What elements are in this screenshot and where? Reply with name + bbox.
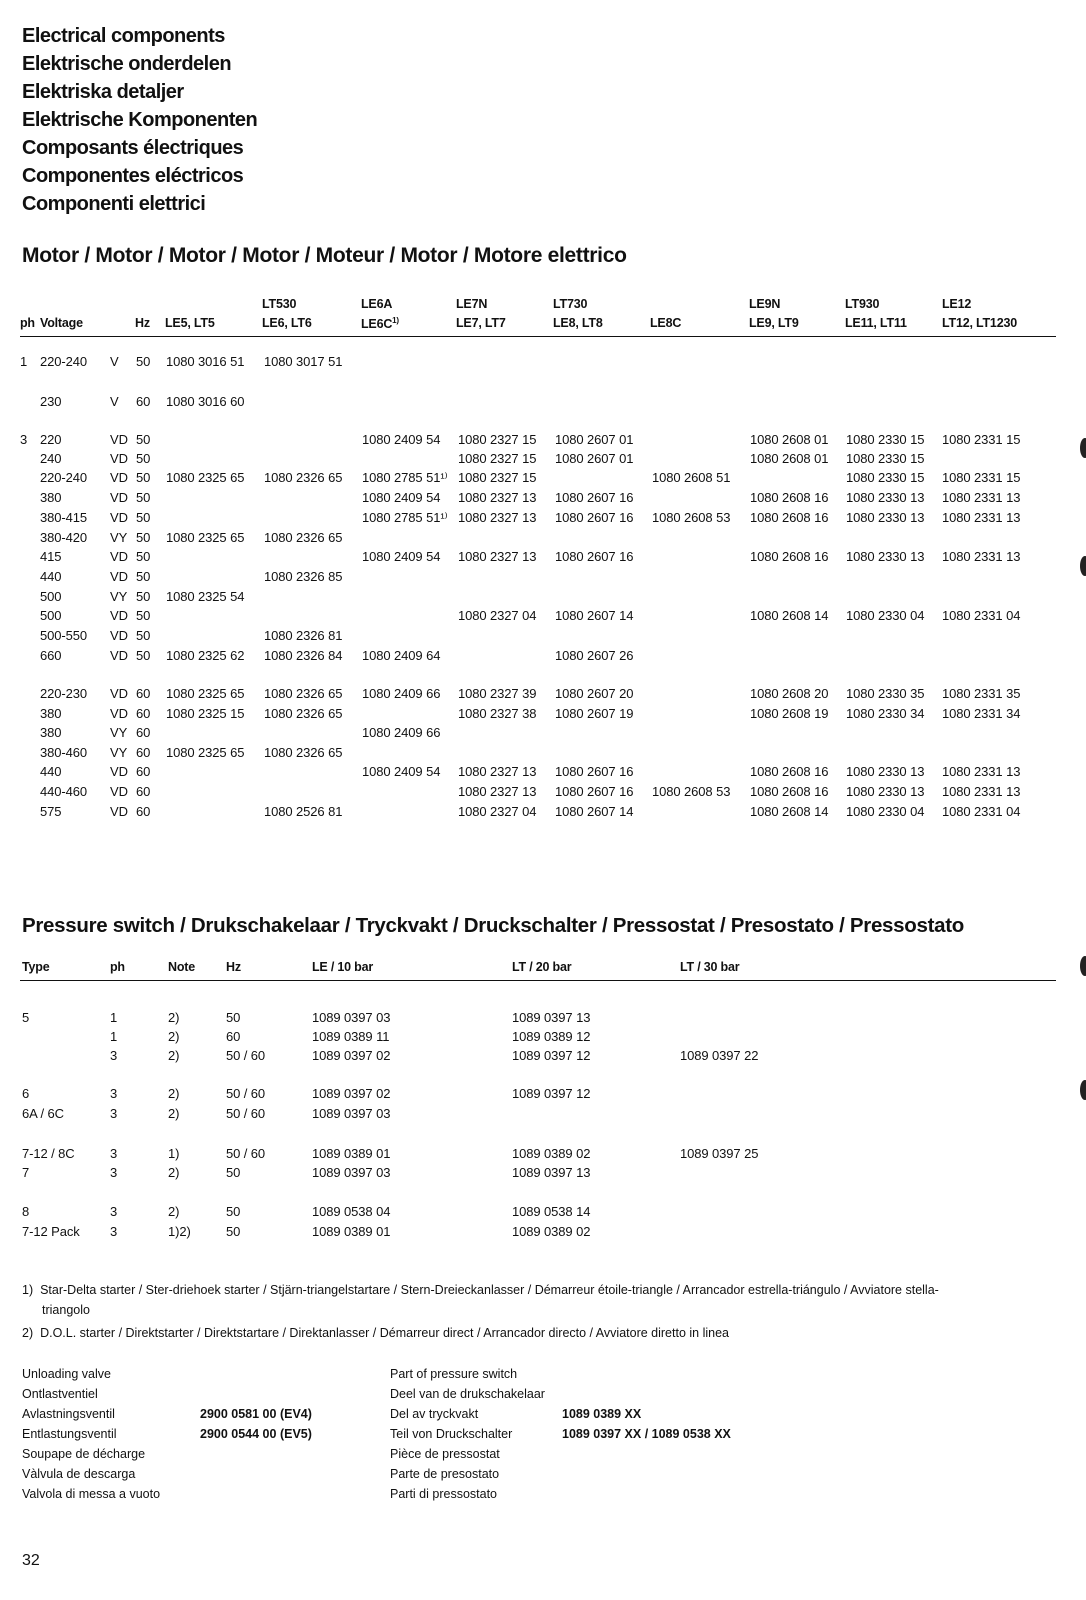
motor-cell: 440 — [40, 764, 62, 779]
motor-cell: 1080 2325 15 — [166, 706, 245, 721]
motor-cell: VD — [110, 451, 128, 466]
motor-cell: 500 — [40, 589, 62, 604]
motor-cell: VD — [110, 549, 128, 564]
motor-cell: 1080 2607 16 — [555, 510, 634, 525]
unloading-label: Entlastungsventil — [22, 1427, 117, 1441]
pressure-cell: 1089 0389 01 — [312, 1146, 391, 1161]
pressure-cell: 1089 0389 12 — [512, 1029, 591, 1044]
pressure-cell: 1089 0389 02 — [512, 1224, 591, 1239]
pressure-cell: 50 — [226, 1224, 241, 1239]
pressure-cell: 3 — [110, 1086, 118, 1101]
motor-cell: VY — [110, 745, 128, 760]
pressure-cell: 2) — [168, 1086, 180, 1101]
motor-cell: 1080 3016 51 — [166, 354, 245, 369]
header-c5-line1: LT730 — [553, 297, 588, 311]
motor-cell: 50 — [136, 549, 151, 564]
motor-cell: 1080 2607 16 — [555, 764, 634, 779]
motor-cell: 1080 2330 13 — [846, 764, 925, 779]
motor-cell: 1080 2326 65 — [264, 706, 343, 721]
motor-cell: 1080 2409 54 — [362, 549, 441, 564]
motor-cell: V — [110, 354, 119, 369]
motor-cell: 50 — [136, 510, 151, 525]
motor-header-rule — [20, 336, 1056, 337]
motor-cell: 1080 2608 16 — [750, 784, 829, 799]
motor-cell: 1080 2785 51¹⁾ — [362, 470, 448, 485]
motor-cell: 1080 2326 65 — [264, 745, 343, 760]
pressure-cell: 1089 0397 12 — [512, 1086, 591, 1101]
pressure-cell: 1) — [168, 1146, 180, 1161]
motor-cell: 1080 2327 13 — [458, 510, 537, 525]
header-c2-line2: LE6, LT6 — [262, 316, 312, 330]
motor-cell: 1080 2330 15 — [846, 451, 925, 466]
motor-cell: 1080 2526 81 — [264, 804, 343, 819]
pressure-cell: 3 — [110, 1106, 118, 1121]
motor-cell: 1080 2327 04 — [458, 608, 537, 623]
motor-cell: 60 — [136, 784, 151, 799]
motor-cell: 1080 2607 14 — [555, 804, 634, 819]
header-c6-line2: LE8C — [650, 316, 682, 330]
motor-cell: 1080 2325 65 — [166, 745, 245, 760]
motor-cell: 440 — [40, 569, 62, 584]
motor-cell: 500 — [40, 608, 62, 623]
part-of-label: Teil von Druckschalter — [390, 1427, 513, 1441]
motor-cell: VD — [110, 608, 128, 623]
pressure-cell: 2) — [168, 1010, 180, 1025]
pressure-cell: 1089 0397 03 — [312, 1165, 391, 1180]
motor-cell: 1080 2331 34 — [942, 706, 1021, 721]
motor-cell: 1080 3016 60 — [166, 394, 245, 409]
motor-cell: 1080 3017 51 — [264, 354, 343, 369]
pressure-cell: 5 — [22, 1010, 30, 1025]
title-de: Elektrische Komponenten — [22, 109, 258, 131]
motor-cell: 60 — [136, 686, 151, 701]
motor-cell: 1080 2331 15 — [942, 470, 1021, 485]
motor-cell: 1080 2330 35 — [846, 686, 925, 701]
title-es: Componentes eléctricos — [22, 165, 244, 187]
motor-cell: 500-550 — [40, 628, 88, 643]
motor-cell: 1080 2326 65 — [264, 530, 343, 545]
page-number: 32 — [22, 1552, 40, 1569]
pressure-cell: 50 / 60 — [226, 1048, 266, 1063]
motor-cell: 1080 2608 16 — [750, 510, 829, 525]
motor-cell: 50 — [136, 589, 151, 604]
motor-cell: 1080 2325 65 — [166, 530, 245, 545]
motor-cell: 50 — [136, 569, 151, 584]
motor-cell: 50 — [136, 354, 151, 369]
unloading-code-ev5: 2900 0544 00 (EV5) — [200, 1427, 312, 1441]
pressure-cell: 7-12 / 8C — [22, 1146, 75, 1161]
pressure-cell: 3 — [110, 1048, 118, 1063]
motor-cell: 1080 2330 15 — [846, 432, 925, 447]
pressure-header-cell: LE / 10 bar — [312, 960, 374, 974]
pressure-cell: 50 / 60 — [226, 1146, 266, 1161]
part-of-label: Del av tryckvakt — [390, 1407, 479, 1421]
motor-cell: 1080 2785 51¹⁾ — [362, 510, 448, 525]
unloading-label: Soupape de décharge — [22, 1447, 146, 1461]
motor-cell: 1080 2608 01 — [750, 432, 829, 447]
scan-edge-mark — [1080, 956, 1086, 976]
motor-cell: 1080 2331 04 — [942, 804, 1021, 819]
motor-cell: 1080 2330 04 — [846, 804, 925, 819]
scan-edge-mark — [1080, 1080, 1086, 1100]
motor-cell: 1080 2327 13 — [458, 490, 537, 505]
unloading-label: Ontlastventiel — [22, 1387, 98, 1401]
motor-cell: 1080 2331 15 — [942, 432, 1021, 447]
pressure-cell: 1089 0397 12 — [512, 1048, 591, 1063]
header-c8-line1: LT930 — [845, 297, 880, 311]
motor-cell: VD — [110, 784, 128, 799]
motor-cell: 1080 2330 34 — [846, 706, 925, 721]
motor-cell: VD — [110, 804, 128, 819]
motor-cell: 50 — [136, 608, 151, 623]
footnote-1-cont: triangolo — [42, 1303, 90, 1317]
motor-cell: 380-420 — [40, 530, 88, 545]
motor-section-title: Motor / Motor / Motor / Motor / Moteur / Motor / Motore elettrico — [22, 244, 627, 267]
header-c4-line1: LE7N — [456, 297, 488, 311]
pressure-section-title: Pressure switch / Drukschakelaar / Tryckvakt / Druckschalter / Pressostat / Presostato / Pressostato — [22, 914, 964, 937]
motor-cell: 60 — [136, 394, 151, 409]
motor-cell: 1080 2409 64 — [362, 648, 441, 663]
motor-cell: 1080 2331 13 — [942, 784, 1021, 799]
motor-cell: 1080 2409 54 — [362, 764, 441, 779]
title-sv: Elektriska detaljer — [22, 81, 184, 103]
motor-cell: 1080 2607 01 — [555, 451, 634, 466]
pressure-cell: 1089 0389 01 — [312, 1224, 391, 1239]
motor-cell: 1080 2607 16 — [555, 784, 634, 799]
motor-cell: 1080 2327 39 — [458, 686, 537, 701]
motor-cell: 230 — [40, 394, 62, 409]
title-nl: Elektrische onderdelen — [22, 53, 232, 75]
unloading-label: Avlastningsventil — [22, 1407, 115, 1421]
motor-cell: 1080 2331 35 — [942, 686, 1021, 701]
motor-cell: 1080 2325 62 — [166, 648, 245, 663]
motor-cell: 1080 2607 14 — [555, 608, 634, 623]
footnote-2: 2) D.O.L. starter / Direktstarter / Direktstartare / Direktanlasser / Démarreur direct / Arrancador directo / Avviatore diretto in linea — [22, 1326, 729, 1340]
pressure-cell: 50 — [226, 1204, 241, 1219]
motor-cell: 1080 2330 15 — [846, 470, 925, 485]
motor-cell: 1080 2331 13 — [942, 764, 1021, 779]
header-c3-line1: LE6A — [361, 297, 393, 311]
motor-cell: VD — [110, 764, 128, 779]
pressure-cell: 1)2) — [168, 1224, 191, 1239]
title-en: Electrical components — [22, 25, 225, 47]
motor-cell: 50 — [136, 470, 151, 485]
part-of-code-2: 1089 0397 XX / 1089 0538 XX — [562, 1427, 731, 1441]
motor-cell: 1080 2607 16 — [555, 490, 634, 505]
motor-cell: 1080 2608 53 — [652, 510, 731, 525]
motor-cell: VY — [110, 530, 128, 545]
pressure-cell: 50 — [226, 1165, 241, 1180]
pressure-cell: 1089 0397 13 — [512, 1010, 591, 1025]
pressure-cell: 1089 0389 02 — [512, 1146, 591, 1161]
motor-cell: 50 — [136, 648, 151, 663]
pressure-cell: 1 — [110, 1010, 118, 1025]
motor-cell: 1080 2330 13 — [846, 490, 925, 505]
unloading-valve-labels — [22, 1364, 160, 1504]
motor-cell: 60 — [136, 804, 151, 819]
motor-cell: 60 — [136, 725, 151, 740]
motor-cell: 50 — [136, 451, 151, 466]
motor-cell: 380-460 — [40, 745, 88, 760]
pressure-cell: 2) — [168, 1106, 180, 1121]
scan-edge-mark — [1080, 438, 1086, 458]
unloading-valve-codes — [200, 1404, 312, 1444]
motor-cell: 1080 2607 20 — [555, 686, 634, 701]
pressure-cell: 3 — [110, 1146, 118, 1161]
motor-cell: 1080 2608 16 — [750, 764, 829, 779]
motor-cell: 1080 2327 13 — [458, 764, 537, 779]
pressure-cell: 2) — [168, 1165, 180, 1180]
pressure-cell: 1089 0397 02 — [312, 1048, 391, 1063]
pressure-header-cell: Type — [22, 960, 50, 974]
pressure-header-rule — [20, 980, 1056, 981]
header-c9-line2: LT12, LT1230 — [942, 316, 1017, 330]
pressure-cell: 1089 0397 03 — [312, 1010, 391, 1025]
motor-cell: 1080 2325 65 — [166, 470, 245, 485]
part-of-label: Pièce de pressostat — [390, 1447, 500, 1461]
pressure-cell: 50 / 60 — [226, 1106, 266, 1121]
pressure-cell: 50 / 60 — [226, 1086, 266, 1101]
motor-cell: VD — [110, 510, 128, 525]
motor-cell: 1080 2327 15 — [458, 470, 537, 485]
motor-cell: 1080 2327 04 — [458, 804, 537, 819]
pressure-cell: 3 — [110, 1165, 118, 1180]
pressure-header-cell: Hz — [226, 960, 241, 974]
header-hz: Hz — [135, 316, 150, 330]
scan-edge-mark — [1080, 556, 1086, 576]
header-c4-line2: LE7, LT7 — [456, 316, 506, 330]
motor-cell: 1080 2607 19 — [555, 706, 634, 721]
motor-cell: VD — [110, 628, 128, 643]
motor-cell: 1080 2608 51 — [652, 470, 731, 485]
unloading-label: Vàlvula de descarga — [22, 1467, 136, 1481]
pressure-cell: 3 — [110, 1204, 118, 1219]
pressure-cell: 6 — [22, 1086, 30, 1101]
motor-cell: VD — [110, 432, 128, 447]
motor-cell: VD — [110, 470, 128, 485]
part-of-label: Deel van de drukschakelaar — [390, 1387, 545, 1401]
motor-cell: 1080 2608 20 — [750, 686, 829, 701]
part-of-codes — [562, 1404, 731, 1444]
unloading-label: Valvola di messa a vuoto — [22, 1487, 161, 1501]
motor-cell: 1080 2607 26 — [555, 648, 634, 663]
part-of-pressure-switch-labels — [390, 1364, 545, 1504]
motor-cell: 220 — [40, 432, 62, 447]
motor-cell: 1080 2331 13 — [942, 490, 1021, 505]
motor-cell: 1080 2409 54 — [362, 490, 441, 505]
pressure-header-cell: ph — [110, 960, 125, 974]
motor-cell: 575 — [40, 804, 62, 819]
motor-cell: 1080 2607 01 — [555, 432, 634, 447]
motor-cell: 1080 2327 13 — [458, 549, 537, 564]
pressure-cell: 8 — [22, 1204, 30, 1219]
motor-cell: 60 — [136, 764, 151, 779]
pressure-cell: 1089 0397 25 — [680, 1146, 759, 1161]
header-ph: ph — [20, 316, 35, 330]
header-c2-line1: LT530 — [262, 297, 297, 311]
pressure-cell: 50 — [226, 1010, 241, 1025]
motor-cell: 1080 2331 13 — [942, 549, 1021, 564]
pressure-cell: 1089 0397 22 — [680, 1048, 759, 1063]
pressure-header-cell: LT / 30 bar — [680, 960, 740, 974]
pressure-cell: 7 — [22, 1165, 30, 1180]
motor-cell: 1080 2409 54 — [362, 432, 441, 447]
motor-cell: 1080 2608 53 — [652, 784, 731, 799]
motor-cell: 50 — [136, 628, 151, 643]
pressure-cell: 2) — [168, 1204, 180, 1219]
header-c8-line2: LE11, LT11 — [845, 316, 907, 330]
motor-cell: 1080 2326 84 — [264, 648, 343, 663]
motor-cell: 1080 2608 16 — [750, 549, 829, 564]
motor-cell: 1080 2608 14 — [750, 608, 829, 623]
motor-cell: 1080 2326 65 — [264, 686, 343, 701]
title-block — [22, 22, 257, 218]
footnote-1: 1) Star-Delta starter / Ster-driehoek starter / Stjärn-triangelstartare / Stern-Dreieckanlasser / Démarreur étoile-triangle / Arrancador estrella-triángulo / Avviatore stella- — [22, 1283, 939, 1297]
motor-cell: 1080 2325 54 — [166, 589, 245, 604]
motor-cell: 415 — [40, 549, 62, 564]
motor-cell: 1080 2608 14 — [750, 804, 829, 819]
motor-cell: VY — [110, 589, 128, 604]
motor-cell: 380 — [40, 706, 62, 721]
motor-cell: 1080 2608 01 — [750, 451, 829, 466]
part-of-label: Part of pressure switch — [390, 1367, 518, 1381]
motor-cell: 50 — [136, 530, 151, 545]
motor-cell: 1080 2325 65 — [166, 686, 245, 701]
motor-cell: 220-230 — [40, 686, 88, 701]
motor-cell: VY — [110, 725, 128, 740]
header-c7-line1: LE9N — [749, 297, 781, 311]
header-c1-line2: LE5, LT5 — [165, 316, 215, 330]
motor-cell: VD — [110, 569, 128, 584]
header-c5-line2: LE8, LT8 — [553, 316, 603, 330]
motor-cell: 3 — [20, 432, 28, 447]
motor-cell: 240 — [40, 451, 62, 466]
motor-cell: 660 — [40, 648, 62, 663]
motor-cell: 440-460 — [40, 784, 88, 799]
motor-cell: 1080 2607 16 — [555, 549, 634, 564]
pressure-cell: 1089 0397 02 — [312, 1086, 391, 1101]
title-fr: Composants électriques — [22, 137, 244, 159]
header-c3-line2: $LE6C^{1)}$ — [361, 316, 399, 332]
part-of-code-1: 1089 0389 XX — [562, 1407, 642, 1421]
pressure-cell: 2) — [168, 1048, 180, 1063]
motor-cell: 1080 2409 66 — [362, 686, 441, 701]
motor-cell: 380-415 — [40, 510, 88, 525]
pressure-header-cell: LT / 20 bar — [512, 960, 572, 974]
header-c9-line1: LE12 — [942, 297, 972, 311]
motor-cell: V — [110, 394, 119, 409]
motor-cell: 220-240 — [40, 470, 88, 485]
pressure-cell: 1089 0538 04 — [312, 1204, 391, 1219]
pressure-cell: 2) — [168, 1029, 180, 1044]
pressure-cell: 1089 0397 13 — [512, 1165, 591, 1180]
pressure-header-cell: Note — [168, 960, 195, 974]
motor-cell: 1080 2330 04 — [846, 608, 925, 623]
motor-cell: 1080 2608 19 — [750, 706, 829, 721]
motor-cell: 1080 2409 66 — [362, 725, 441, 740]
title-it: Componenti elettrici — [22, 193, 206, 215]
unloading-label: Unloading valve — [22, 1367, 111, 1381]
motor-cell: VD — [110, 490, 128, 505]
motor-cell: 1080 2326 81 — [264, 628, 343, 643]
motor-cell: 1080 2326 85 — [264, 569, 343, 584]
motor-cell: VD — [110, 648, 128, 663]
pressure-cell: 1 — [110, 1029, 118, 1044]
motor-cell: 220-240 — [40, 354, 88, 369]
header-c7-line2: LE9, LT9 — [749, 316, 799, 330]
motor-cell: 50 — [136, 490, 151, 505]
motor-cell: 1080 2608 16 — [750, 490, 829, 505]
motor-cell: 1080 2330 13 — [846, 549, 925, 564]
pressure-cell: 3 — [110, 1224, 118, 1239]
motor-cell: 60 — [136, 745, 151, 760]
motor-cell: 1 — [20, 354, 28, 369]
unloading-code-ev4: 2900 0581 00 (EV4) — [200, 1407, 312, 1421]
motor-cell: 1080 2326 65 — [264, 470, 343, 485]
motor-cell: 1080 2330 13 — [846, 784, 925, 799]
pressure-cell: 1089 0389 11 — [312, 1029, 390, 1044]
pressure-cell: 6A / 6C — [22, 1106, 64, 1121]
motor-cell: 1080 2327 15 — [458, 451, 537, 466]
part-of-label: Parte de presostato — [390, 1467, 500, 1481]
motor-cell: VD — [110, 706, 128, 721]
motor-cell: VD — [110, 686, 128, 701]
motor-cell: 1080 2327 13 — [458, 784, 537, 799]
pressure-cell: 1089 0538 14 — [512, 1204, 591, 1219]
motor-cell: 380 — [40, 490, 62, 505]
motor-cell: 380 — [40, 725, 62, 740]
pressure-cell: 7-12 Pack — [22, 1224, 80, 1239]
header-voltage: Voltage — [40, 316, 83, 330]
motor-cell: 1080 2327 38 — [458, 706, 537, 721]
motor-cell: 60 — [136, 706, 151, 721]
motor-cell: 50 — [136, 432, 151, 447]
pressure-cell: 1089 0397 03 — [312, 1106, 391, 1121]
motor-cell: 1080 2330 13 — [846, 510, 925, 525]
motor-cell: 1080 2331 04 — [942, 608, 1021, 623]
motor-cell: 1080 2331 13 — [942, 510, 1021, 525]
part-of-label: Parti di pressostato — [390, 1487, 497, 1501]
pressure-cell: 60 — [226, 1029, 241, 1044]
motor-cell: 1080 2327 15 — [458, 432, 537, 447]
